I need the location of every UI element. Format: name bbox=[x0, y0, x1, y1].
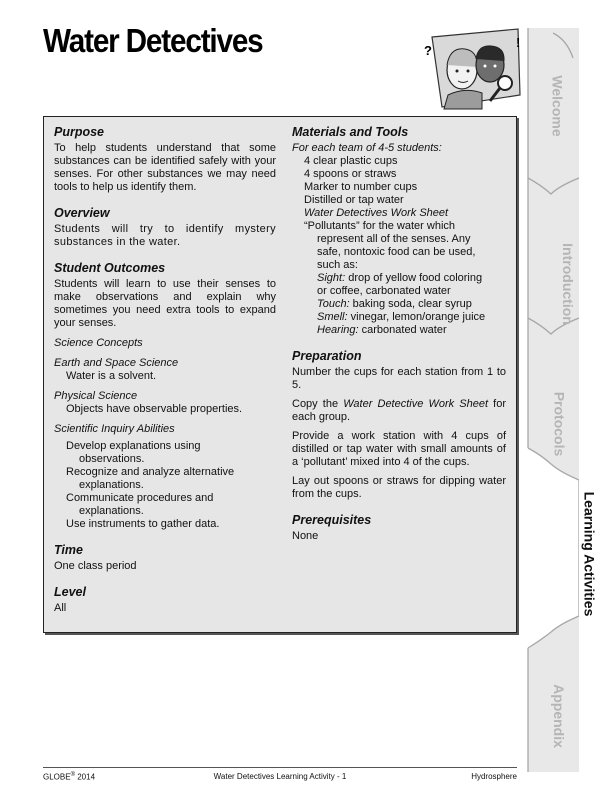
pollutants-line-4: such as: bbox=[317, 259, 358, 271]
svg-text:?: ? bbox=[424, 43, 432, 58]
tab-introduction[interactable]: Introduction bbox=[559, 243, 576, 325]
materials-team: For each team of 4-5 students: bbox=[292, 142, 442, 154]
footer-registered: ® bbox=[70, 772, 75, 778]
materials-worksheet: Water Detectives Work Sheet bbox=[304, 207, 449, 219]
preparation-step-3: Provide a work station with 4 cups of distilled or tap water with small amounts of a ‘pollutant’ mixed into 4 of the cups. bbox=[292, 430, 506, 468]
footer-center: Water Detectives Learning Activity - 1 bbox=[213, 772, 347, 781]
inquiry-item-4: Use instruments to gather data. bbox=[66, 518, 220, 530]
touch-item bbox=[292, 298, 506, 311]
footer-globe: GLOBE bbox=[43, 772, 71, 782]
materials-item-3: Marker to number cups bbox=[304, 181, 418, 193]
time-text: One class period bbox=[54, 560, 137, 572]
hearing-label: Hearing: bbox=[317, 324, 359, 336]
sight-item-cont: or coffee, carbonated water bbox=[317, 285, 451, 297]
purpose-text: To help students understand that some substances can be identified safely with your senses. For other substances we may need tools to help us identify them. bbox=[54, 142, 276, 193]
prep-step-2-a: Copy the bbox=[292, 398, 344, 410]
touch-label: Touch: bbox=[317, 298, 350, 310]
inquiry-item-3-cont: explanations. bbox=[79, 505, 144, 517]
detectives-illustration bbox=[420, 25, 525, 115]
svg-text:!: ! bbox=[516, 35, 521, 50]
earth-space-item: Water is a solvent. bbox=[66, 370, 157, 382]
smell-item bbox=[292, 311, 506, 324]
hearing-text: carbonated water bbox=[358, 324, 447, 336]
section-tabs bbox=[527, 28, 598, 772]
inquiry-abilities-label: Scientific Inquiry Abilities bbox=[54, 423, 175, 435]
overview-text: Students will try to identify mystery substances in the water. bbox=[54, 223, 276, 248]
materials-item-1: 4 clear plastic cups bbox=[304, 155, 398, 167]
right-column bbox=[292, 125, 506, 543]
level-heading: Level bbox=[54, 585, 86, 599]
inquiry-item-2-cont: explanations. bbox=[79, 479, 144, 491]
level-text: All bbox=[54, 602, 67, 614]
pollutants-line-1: “Pollutants” for the water which bbox=[304, 220, 456, 232]
inquiry-item-3: Communicate procedures and bbox=[66, 492, 214, 504]
smell-text: vinegar, lemon/orange juice bbox=[347, 311, 486, 323]
pollutants-line-3: safe, nontoxic food can be used, bbox=[317, 246, 476, 258]
materials-item-2: 4 spoons or straws bbox=[304, 168, 397, 180]
inquiry-item-1: Develop explanations using bbox=[66, 440, 201, 452]
prep-step-2-c: for each group. bbox=[292, 398, 506, 423]
tab-welcome[interactable]: Welcome bbox=[549, 75, 566, 137]
physical-science-label: Physical Science bbox=[54, 390, 138, 402]
page-footer bbox=[43, 767, 517, 782]
smell-label: Smell: bbox=[317, 311, 348, 323]
hearing-item bbox=[292, 324, 506, 337]
physical-science-item: Objects have observable properties. bbox=[66, 403, 243, 415]
materials-heading: Materials and Tools bbox=[292, 125, 409, 139]
activity-summary-box bbox=[43, 116, 517, 633]
sight-item bbox=[292, 272, 506, 285]
sight-label: Sight: bbox=[317, 272, 346, 284]
left-column bbox=[54, 125, 276, 615]
preparation-step-2 bbox=[292, 398, 506, 424]
page-title: Water Detectives bbox=[43, 22, 263, 59]
tab-appendix[interactable]: Appendix bbox=[550, 684, 567, 748]
purpose-heading: Purpose bbox=[54, 125, 105, 139]
earth-space-science-label: Earth and Space Science bbox=[54, 357, 179, 369]
touch-text: baking soda, clear syrup bbox=[349, 298, 472, 310]
pollutants-line-2: represent all of the senses. Any bbox=[317, 233, 471, 245]
overview-heading: Overview bbox=[54, 206, 110, 220]
time-heading: Time bbox=[54, 543, 83, 557]
inquiry-item-1-cont: observations. bbox=[79, 453, 145, 465]
prep-step-2-worksheet: Water Detective Work Sheet bbox=[343, 398, 489, 410]
preparation-step-1: Number the cups for each station from 1 to 5. bbox=[292, 366, 506, 391]
footer-year: 2014 bbox=[75, 772, 96, 782]
prerequisites-text: None bbox=[292, 530, 319, 542]
sight-text: drop of yellow food coloring bbox=[345, 272, 483, 284]
student-outcomes-text: Students will learn to use their senses to make observations and explain why sometimes you need extra tools to expand your senses. bbox=[54, 278, 276, 329]
materials-item-4: Distilled or tap water bbox=[304, 194, 404, 206]
tab-learning-activities[interactable]: Learning Activities bbox=[581, 491, 598, 617]
footer-right: Hydrosphere bbox=[471, 772, 517, 781]
inquiry-item-2: Recognize and analyze alternative bbox=[66, 466, 235, 478]
science-concepts-label: Science Concepts bbox=[54, 337, 143, 349]
tab-protocols[interactable]: Protocols bbox=[551, 391, 568, 457]
student-outcomes-heading: Student Outcomes bbox=[54, 261, 166, 275]
preparation-heading: Preparation bbox=[292, 349, 362, 363]
prerequisites-heading: Prerequisites bbox=[292, 513, 372, 527]
preparation-step-4: Lay out spoons or straws for dipping water from the cups. bbox=[292, 475, 506, 500]
